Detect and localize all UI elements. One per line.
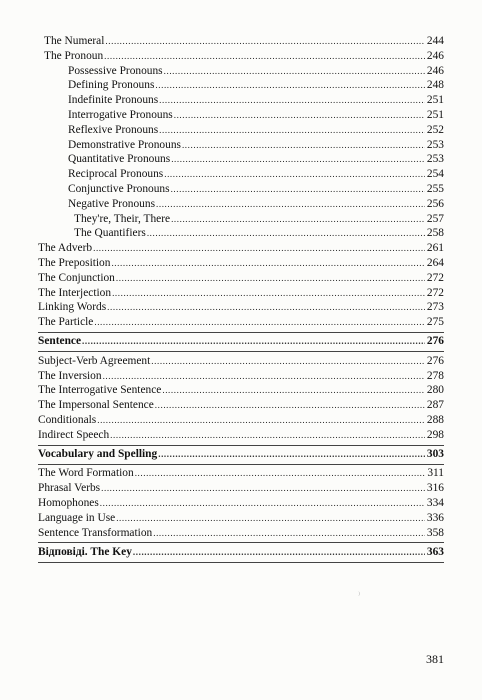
toc-entry-label: Reflexive Pronouns: [68, 123, 159, 136]
toc-entry-label: Phrasal Verbs: [38, 482, 101, 495]
section-divider: [38, 464, 444, 465]
toc-entry-label: The Interjection: [38, 286, 112, 299]
toc-entry-label: Demonstrative Pronouns: [68, 138, 181, 151]
toc-entry-label: The Adverb: [38, 242, 93, 255]
toc-entry-page: 254: [426, 168, 444, 181]
toc-entry-label: Defining Pronouns: [68, 79, 155, 92]
toc-entry-page: 358: [426, 526, 444, 539]
toc-entry-label: The Word Formation: [38, 467, 134, 480]
toc-entry: [38, 428, 444, 443]
toc-entry-label: Sentence: [38, 335, 82, 348]
toc-entry: [38, 34, 444, 49]
toc-entry-page: 303: [426, 448, 444, 461]
toc-entry-page: 246: [426, 49, 444, 62]
toc-entry: [38, 496, 444, 511]
toc-entry-page: 244: [426, 35, 444, 47]
dot-leader: [104, 49, 425, 64]
toc-entry: [38, 300, 444, 315]
toc-entry-page: 288: [426, 413, 444, 426]
toc-entry-page: 246: [426, 64, 444, 77]
toc-entry: [38, 354, 444, 369]
toc-entry-label: The Quantifiers: [74, 227, 146, 240]
toc-entry-page: 272: [426, 271, 444, 284]
toc-entry-label: Sentence Transformation: [38, 526, 153, 539]
toc-entry-page: 363: [426, 545, 444, 558]
toc-entry: [38, 526, 444, 541]
toc-entry-page: 252: [426, 123, 444, 136]
toc-entry: [38, 511, 444, 526]
toc-entry: [38, 64, 444, 79]
dot-leader: [155, 398, 425, 413]
dot-leader: [110, 428, 425, 443]
toc-entry-label: Indirect Speech: [38, 428, 110, 441]
toc-entry-label: They're, Their, There: [74, 212, 171, 225]
toc-entry-page: 276: [426, 335, 444, 348]
toc-entry-page: 280: [426, 384, 444, 397]
toc-entry-label: Reciprocal Pronouns: [68, 168, 164, 181]
toc-section-heading: [38, 545, 444, 560]
toc-entry: [38, 152, 444, 167]
dot-leader: [100, 496, 425, 511]
toc-entry-label: Відповіді. The Key: [38, 545, 132, 558]
toc-entry: [38, 315, 444, 330]
toc-entry: [38, 78, 444, 93]
toc-entry: [38, 93, 444, 108]
section-divider: [38, 562, 444, 563]
toc-entry-page: 316: [426, 482, 444, 495]
dot-leader: [107, 300, 425, 315]
toc-entry: [38, 241, 444, 256]
toc-entry: [38, 256, 444, 271]
toc-entry-page: 287: [426, 399, 444, 412]
toc-entry-label: Language in Use: [38, 511, 116, 524]
toc-entry-label: The Interrogative Sentence: [38, 384, 162, 397]
toc-entry: [38, 286, 444, 301]
dot-leader: [116, 511, 425, 526]
toc-entry: [38, 197, 444, 212]
dot-leader: [171, 182, 425, 197]
dot-leader: [155, 78, 425, 93]
toc-entry-label: The Preposition: [38, 256, 111, 269]
toc-entry-label: The Numeral: [44, 35, 105, 47]
toc-entry-label: The Impersonal Sentence: [38, 399, 154, 412]
toc-entry-label: Homophones: [38, 496, 99, 509]
dot-leader: [159, 93, 425, 108]
toc-entry-label: The Particle: [38, 316, 94, 329]
smudge-mark: ⁾: [358, 590, 361, 600]
dot-leader: [156, 197, 425, 212]
toc-entry-label: Conjunctive Pronouns: [68, 182, 170, 195]
toc-entry-page: 256: [426, 197, 444, 210]
toc-entry: [38, 123, 444, 138]
toc-entry-page: 298: [426, 428, 444, 441]
section-divider: [38, 332, 444, 333]
dot-leader: [103, 369, 425, 384]
dot-leader: [116, 271, 425, 286]
toc-entry-label: Linking Words: [38, 301, 107, 314]
toc-entry-page: 264: [426, 256, 444, 269]
toc-entry: [38, 226, 444, 241]
toc-entry-label: Conditionals: [38, 413, 97, 426]
page-number: 381: [426, 652, 444, 666]
toc-entry: [38, 138, 444, 153]
dot-leader: [162, 383, 425, 398]
dot-leader: [94, 315, 425, 330]
dot-leader: [112, 286, 425, 301]
toc-entry-label: The Conjunction: [38, 271, 115, 284]
toc-entry-page: 278: [426, 369, 444, 382]
dot-leader: [135, 466, 425, 481]
dot-leader: [159, 123, 425, 138]
table-of-contents: [38, 34, 444, 564]
dot-leader: [164, 64, 425, 79]
dot-leader: [82, 334, 425, 349]
toc-entry-page: 248: [426, 79, 444, 92]
toc-entry: [38, 108, 444, 123]
toc-entry-page: 251: [426, 108, 444, 121]
dot-leader: [171, 152, 425, 167]
toc-entry-page: 336: [426, 511, 444, 524]
toc-entry: [38, 212, 444, 227]
toc-entry-page: 276: [426, 354, 444, 367]
toc-entry-page: 272: [426, 286, 444, 299]
toc-entry-page: 311: [427, 467, 444, 480]
toc-entry: [38, 49, 444, 64]
toc-entry: [38, 466, 444, 481]
toc-entry: [38, 398, 444, 413]
dot-leader: [111, 256, 425, 271]
toc-entry: [38, 369, 444, 384]
toc-entry-label: Possessive Pronouns: [68, 64, 163, 77]
toc-entry: [38, 383, 444, 398]
toc-entry-label: Subject-Verb Agreement: [38, 354, 151, 367]
toc-entry-page: 334: [426, 496, 444, 509]
toc-entry-label: Indefinite Pronouns: [68, 94, 159, 107]
toc-entry-page: 255: [426, 182, 444, 195]
dot-leader: [182, 138, 425, 153]
dot-leader: [105, 34, 425, 49]
dot-leader: [151, 354, 425, 369]
section-divider: [38, 351, 444, 352]
toc-entry-label: Quantitative Pronouns: [68, 153, 171, 166]
toc-entry: [38, 481, 444, 496]
toc-entry-label: Negative Pronouns: [68, 197, 155, 210]
toc-entry: [38, 413, 444, 428]
toc-entry: [38, 167, 444, 182]
toc-entry-page: 253: [426, 153, 444, 166]
toc-entry-page: 257: [426, 212, 444, 225]
toc-section-heading: [38, 334, 444, 349]
dot-leader: [93, 241, 425, 256]
toc-entry-label: Interrogative Pronouns: [68, 108, 173, 121]
toc-entry: [38, 182, 444, 197]
section-divider: [38, 542, 444, 543]
toc-entry-label: The Inversion: [38, 369, 102, 382]
dot-leader: [97, 413, 425, 428]
toc-entry-page: 258: [426, 227, 444, 240]
toc-entry: [38, 271, 444, 286]
toc-entry-page: 251: [426, 94, 444, 107]
toc-section-heading: [38, 447, 444, 462]
toc-entry-page: 261: [426, 242, 444, 255]
dot-leader: [171, 212, 425, 227]
dot-leader: [153, 526, 425, 541]
toc-entry-page: 253: [426, 138, 444, 151]
dot-leader: [147, 226, 425, 241]
toc-entry-page: 275: [426, 316, 444, 329]
dot-leader: [101, 481, 425, 496]
dot-leader: [133, 545, 425, 560]
toc-entry-label: The Pronoun: [44, 49, 104, 62]
toc-entry-label: Vocabulary and Spelling: [38, 448, 158, 461]
section-divider: [38, 445, 444, 446]
toc-entry-page: 273: [426, 301, 444, 314]
dot-leader: [164, 167, 425, 182]
dot-leader: [158, 447, 425, 462]
dot-leader: [174, 108, 425, 123]
